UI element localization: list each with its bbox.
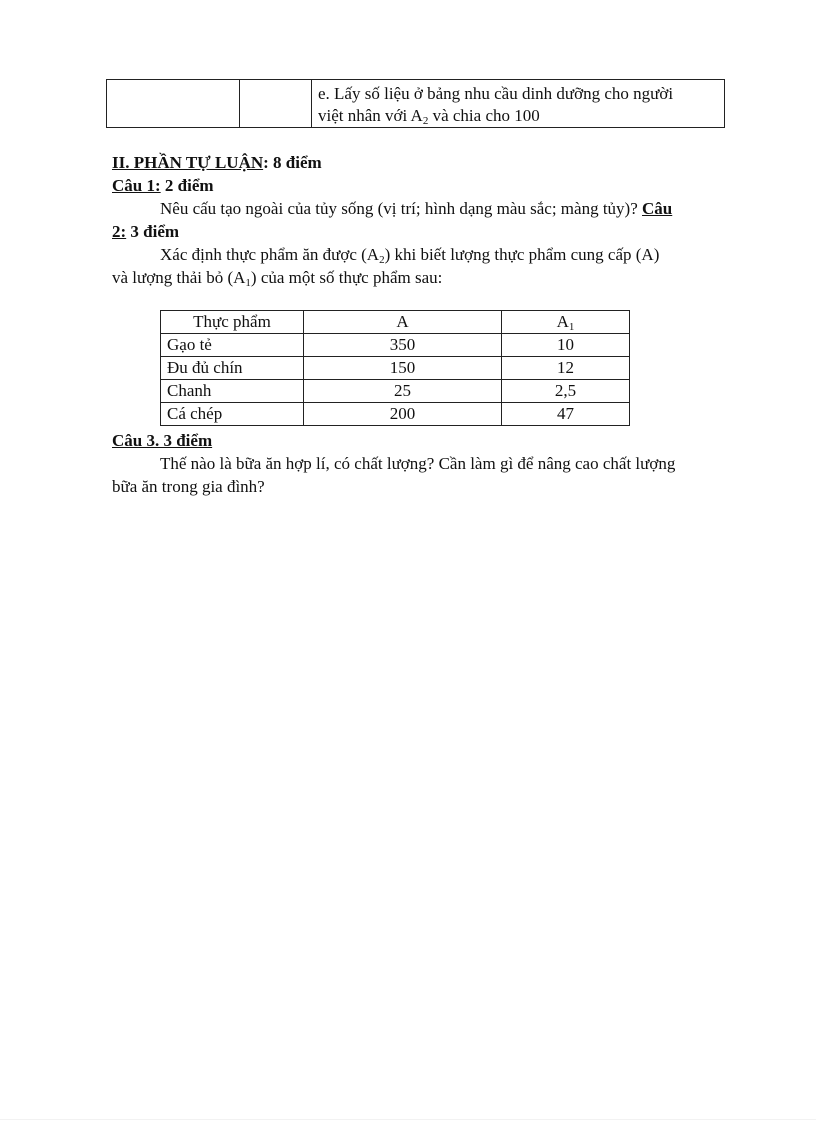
header-a1-base: A bbox=[556, 312, 569, 331]
q1-label: Câu 1: bbox=[112, 176, 161, 195]
q2-text-line-2 bbox=[112, 268, 442, 288]
q2-text-a: Xác định thực phẩm ăn được (A bbox=[160, 245, 380, 264]
q3-heading bbox=[112, 431, 212, 451]
table-row bbox=[161, 380, 630, 403]
header-food: Thực phẩm bbox=[161, 311, 304, 334]
food-name: Cá chép bbox=[161, 403, 304, 426]
q2-text-d: ) của một số thực phẩm sau: bbox=[250, 268, 443, 287]
q2-points: 3 điểm bbox=[126, 222, 180, 241]
answer-line-2-post: và chia cho 100 bbox=[428, 106, 540, 125]
section-points: : 8 điểm bbox=[263, 153, 322, 172]
food-name: Gạo tẻ bbox=[161, 334, 304, 357]
answer-line-2-pre: việt nhân với A bbox=[318, 106, 423, 125]
food-a1: 2,5 bbox=[502, 380, 630, 403]
page-bottom-rule bbox=[0, 1119, 816, 1120]
food-name: Chanh bbox=[161, 380, 304, 403]
q2-heading bbox=[112, 222, 179, 242]
food-table-header bbox=[161, 311, 630, 334]
table-row bbox=[161, 357, 630, 380]
header-a1 bbox=[502, 311, 630, 334]
answer-line-2 bbox=[318, 105, 718, 127]
q3-label: Câu 3. 3 điểm bbox=[112, 431, 213, 450]
food-a1: 10 bbox=[502, 334, 630, 357]
section-heading bbox=[112, 153, 322, 173]
answer-table-cell-3 bbox=[312, 80, 725, 128]
food-a1: 12 bbox=[502, 357, 630, 380]
q2-text-line-1 bbox=[160, 245, 659, 265]
answer-table-continuation bbox=[106, 79, 725, 128]
answer-table-cell-2 bbox=[240, 80, 312, 128]
q3-text-line-1: Thế nào là bữa ăn hợp lí, có chất lượng? Cần làm gì để nâng cao chất lượng bbox=[160, 454, 676, 473]
q2-text-b: ) khi biết lượng thực phẩm cung cấp (A) bbox=[384, 245, 660, 264]
food-table bbox=[160, 310, 630, 426]
header-a1-sub: 1 bbox=[568, 321, 575, 333]
food-a: 200 bbox=[304, 403, 502, 426]
q2-text-c: và lượng thải bỏ (A bbox=[112, 268, 246, 287]
q2-text-c-sub: 1 bbox=[245, 277, 251, 289]
q2-label-part2: 2: bbox=[112, 222, 127, 241]
answer-line-2-sub: 2 bbox=[422, 115, 429, 127]
q2-label-part1: Câu bbox=[642, 199, 673, 218]
section-title: II. PHẦN TỰ LUẬN bbox=[112, 153, 264, 172]
q2-text-a-sub: 2 bbox=[379, 254, 385, 266]
answer-table-cell-1 bbox=[107, 80, 240, 128]
q3-text-line-2: bữa ăn trong gia đình? bbox=[112, 477, 265, 496]
food-a: 150 bbox=[304, 357, 502, 380]
header-a: A bbox=[304, 311, 502, 334]
q1-text: Nêu cấu tạo ngoài của tủy sống (vị trí; hình dạng màu sắc; màng tủy)? bbox=[160, 199, 643, 218]
table-row bbox=[161, 403, 630, 426]
food-a: 350 bbox=[304, 334, 502, 357]
table-row bbox=[161, 334, 630, 357]
q1-points: 2 điểm bbox=[160, 176, 214, 195]
food-a1: 47 bbox=[502, 403, 630, 426]
answer-line-1: e. Lấy số liệu ở bảng nhu cầu dinh dưỡng cho người bbox=[318, 84, 674, 103]
food-name: Đu đủ chín bbox=[161, 357, 304, 380]
food-a: 25 bbox=[304, 380, 502, 403]
q1-text-line bbox=[160, 199, 672, 219]
q1-heading bbox=[112, 176, 214, 196]
